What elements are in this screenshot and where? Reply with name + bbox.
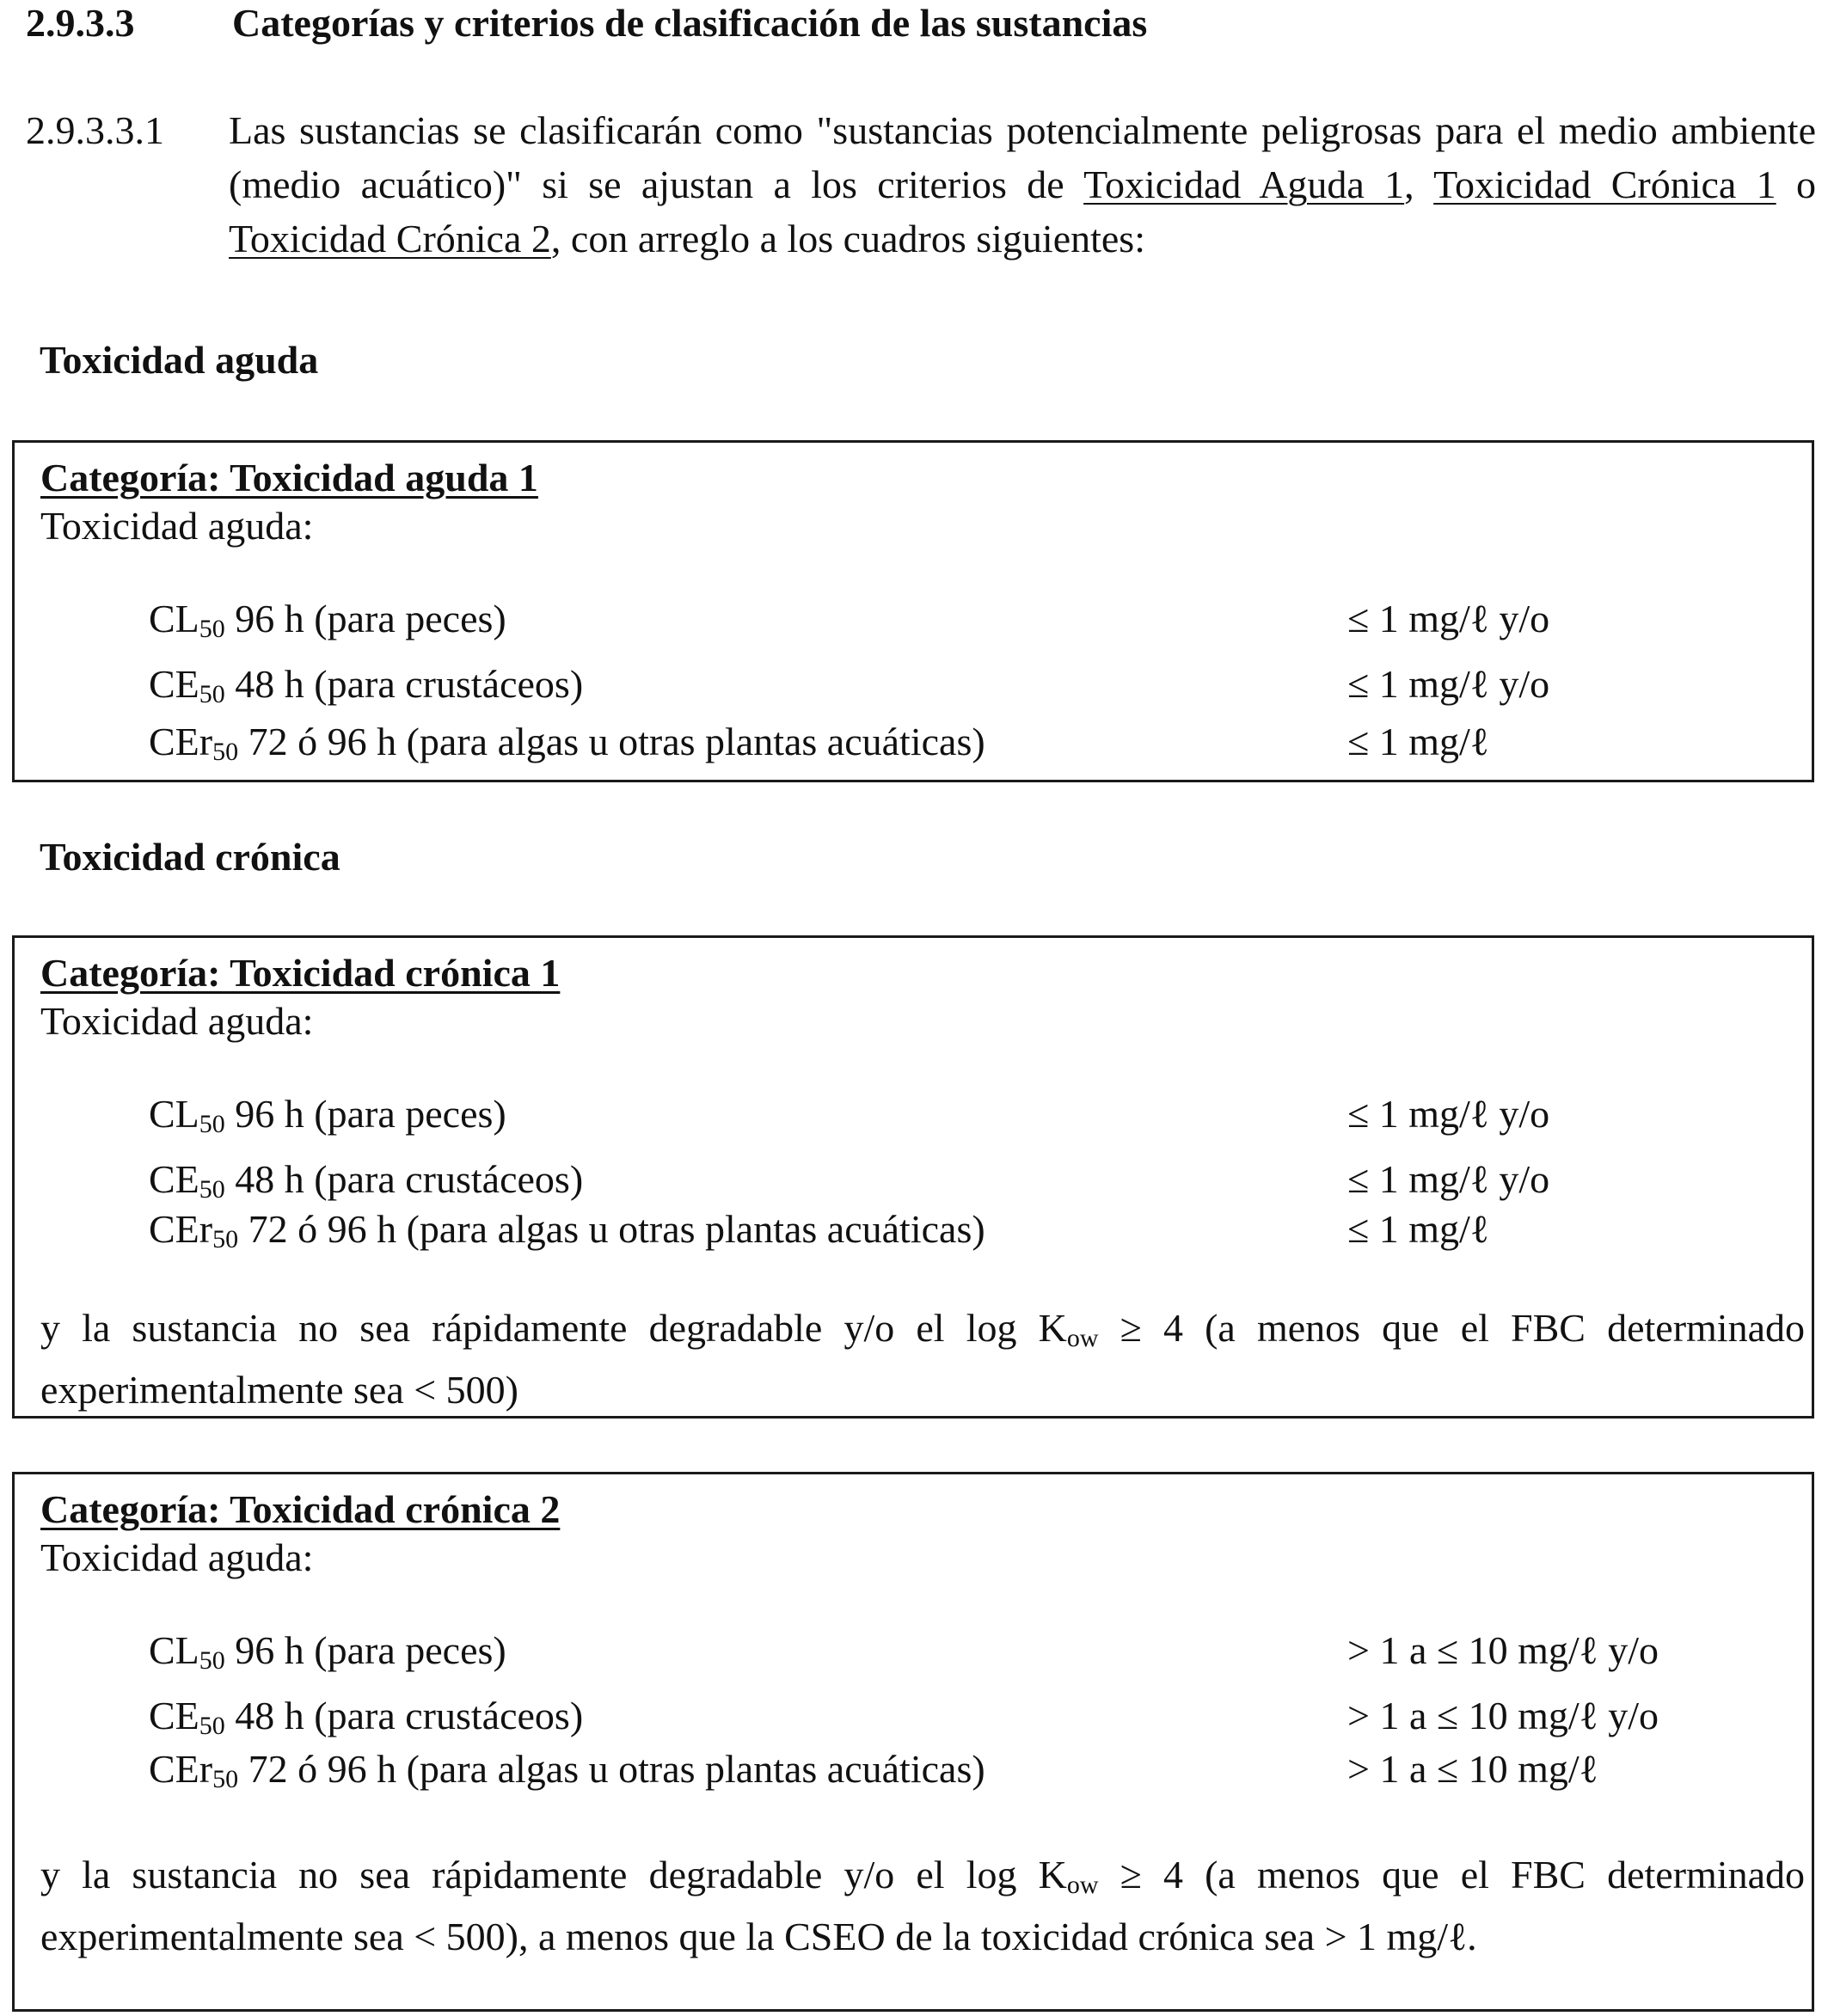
criterion-value: ≤ 1 mg/ℓ y/o	[1347, 1092, 1550, 1136]
criterion-value: > 1 a ≤ 10 mg/ℓ	[1347, 1747, 1598, 1791]
criterion-prefix: CL	[149, 1628, 199, 1672]
criterion-description: 72 ó 96 h (para algas u otras plantas acuáticas)	[238, 1207, 985, 1251]
criterion-prefix: CEr	[149, 720, 213, 763]
paragraph-2-9-3-3-1	[26, 103, 1816, 266]
criterion-name	[149, 1693, 583, 1741]
note-text: y la sustancia no sea rápidamente degradable y/o el log K	[40, 1306, 1067, 1350]
criterion-prefix: CE	[149, 662, 199, 706]
paragraph-text-end: , con arreglo a los cuadros siguientes:	[550, 217, 1145, 260]
criterion-row	[15, 1206, 1812, 1258]
criterion-name	[149, 596, 506, 644]
section-heading	[26, 0, 1147, 46]
link-toxicidad-cronica-2: Toxicidad Crónica 2	[229, 217, 551, 260]
criterion-subscript: 50	[212, 1765, 239, 1793]
criterion-name	[149, 661, 583, 709]
criterion-subscript: 50	[212, 1225, 239, 1253]
criterion-value: ≤ 1 mg/ℓ y/o	[1347, 1157, 1550, 1201]
chronic-toxicity-heading: Toxicidad crónica	[40, 835, 340, 879]
note-text: y la sustancia no sea rápidamente degradable y/o el log K	[40, 1853, 1067, 1897]
note-text-continued: ≥ 4 (a menos que el FBC determinado experimentalmente sea < 500)	[40, 1306, 1805, 1412]
box-title: Categoría: Toxicidad crónica 2	[40, 1487, 561, 1531]
criterion-row	[15, 1746, 1812, 1798]
link-toxicidad-aguda-1: Toxicidad Aguda 1	[1083, 162, 1405, 206]
criterion-row	[15, 1627, 1812, 1679]
criterion-subscript: 50	[199, 680, 225, 708]
criterion-prefix: CE	[149, 1694, 199, 1737]
separator-o: o	[1776, 162, 1816, 206]
criterion-subscript: 50	[199, 615, 225, 643]
criterion-prefix: CL	[149, 1092, 199, 1136]
criterion-value: ≤ 1 mg/ℓ y/o	[1347, 597, 1550, 640]
criterion-description: 48 h (para crustáceos)	[224, 662, 584, 706]
paragraph-number: 2.9.3.3.1	[26, 108, 164, 152]
criterion-description: 96 h (para peces)	[224, 597, 506, 640]
criterion-value: > 1 a ≤ 10 mg/ℓ y/o	[1347, 1694, 1659, 1737]
criterion-subscript: 50	[199, 1712, 225, 1740]
criterion-name	[149, 1156, 583, 1204]
criterion-subscript: 50	[199, 1175, 225, 1204]
criterion-subscript: 50	[212, 738, 239, 766]
paragraph-text-start: Las sustancias se clasificarán como "sustancias potencialmente peligrosas para el medio ambiente (medio acuático)" si se ajustan a los criterios de	[229, 108, 1816, 206]
criterion-row	[15, 1156, 1812, 1208]
box-subtitle: Toxicidad aguda:	[40, 999, 314, 1043]
criterion-name	[149, 719, 985, 767]
section-title: Categorías y criterios de clasificación de las sustancias	[232, 1, 1148, 45]
criterion-prefix: CEr	[149, 1747, 213, 1791]
note-subscript: ow	[1066, 1324, 1099, 1352]
criterion-subscript: 50	[199, 1646, 225, 1675]
criterion-description: 72 ó 96 h (para algas u otras plantas acuáticas)	[238, 1747, 985, 1791]
box-chronic-1	[12, 935, 1814, 1419]
criterion-prefix: CEr	[149, 1207, 213, 1251]
criterion-row	[15, 1091, 1812, 1143]
criterion-description: 48 h (para crustáceos)	[224, 1157, 584, 1201]
criterion-row	[15, 1693, 1812, 1744]
criterion-name	[149, 1627, 506, 1676]
box-note	[40, 1302, 1805, 1416]
criterion-row	[15, 596, 1812, 647]
criterion-value: ≤ 1 mg/ℓ y/o	[1347, 662, 1550, 706]
criterion-value: ≤ 1 mg/ℓ	[1347, 1207, 1489, 1251]
criterion-row	[15, 661, 1812, 713]
note-text-continued: ≥ 4 (a menos que el FBC determinado experimentalmente sea < 500), a menos que la CSEO de la toxicidad crónica sea > 1 mg/ℓ.	[40, 1853, 1805, 1958]
box-chronic-2	[12, 1472, 1814, 2012]
box-note	[40, 1849, 1805, 1963]
criterion-description: 72 ó 96 h (para algas u otras plantas acuáticas)	[238, 720, 985, 763]
link-toxicidad-cronica-1: Toxicidad Crónica 1	[1433, 162, 1776, 206]
criterion-value: ≤ 1 mg/ℓ	[1347, 720, 1489, 763]
criterion-name	[149, 1206, 985, 1254]
criterion-prefix: CL	[149, 597, 199, 640]
box-acute-1	[12, 440, 1814, 782]
criterion-prefix: CE	[149, 1157, 199, 1201]
criterion-name	[149, 1746, 985, 1794]
criterion-description: 48 h (para crustáceos)	[224, 1694, 584, 1737]
criterion-row	[15, 719, 1812, 770]
criterion-description: 96 h (para peces)	[224, 1092, 506, 1136]
criterion-value: > 1 a ≤ 10 mg/ℓ y/o	[1347, 1628, 1659, 1672]
box-subtitle: Toxicidad aguda:	[40, 1535, 314, 1579]
section-number: 2.9.3.3	[26, 1, 135, 45]
paragraph-text	[229, 103, 1816, 266]
criterion-subscript: 50	[199, 1110, 225, 1138]
separator-comma: ,	[1404, 162, 1434, 206]
box-title: Categoría: Toxicidad crónica 1	[40, 951, 561, 995]
box-title: Categoría: Toxicidad aguda 1	[40, 456, 538, 499]
box-subtitle: Toxicidad aguda:	[40, 504, 314, 548]
criterion-name	[149, 1091, 506, 1139]
note-subscript: ow	[1066, 1871, 1099, 1899]
acute-toxicity-heading: Toxicidad aguda	[40, 338, 319, 382]
criterion-description: 96 h (para peces)	[224, 1628, 506, 1672]
